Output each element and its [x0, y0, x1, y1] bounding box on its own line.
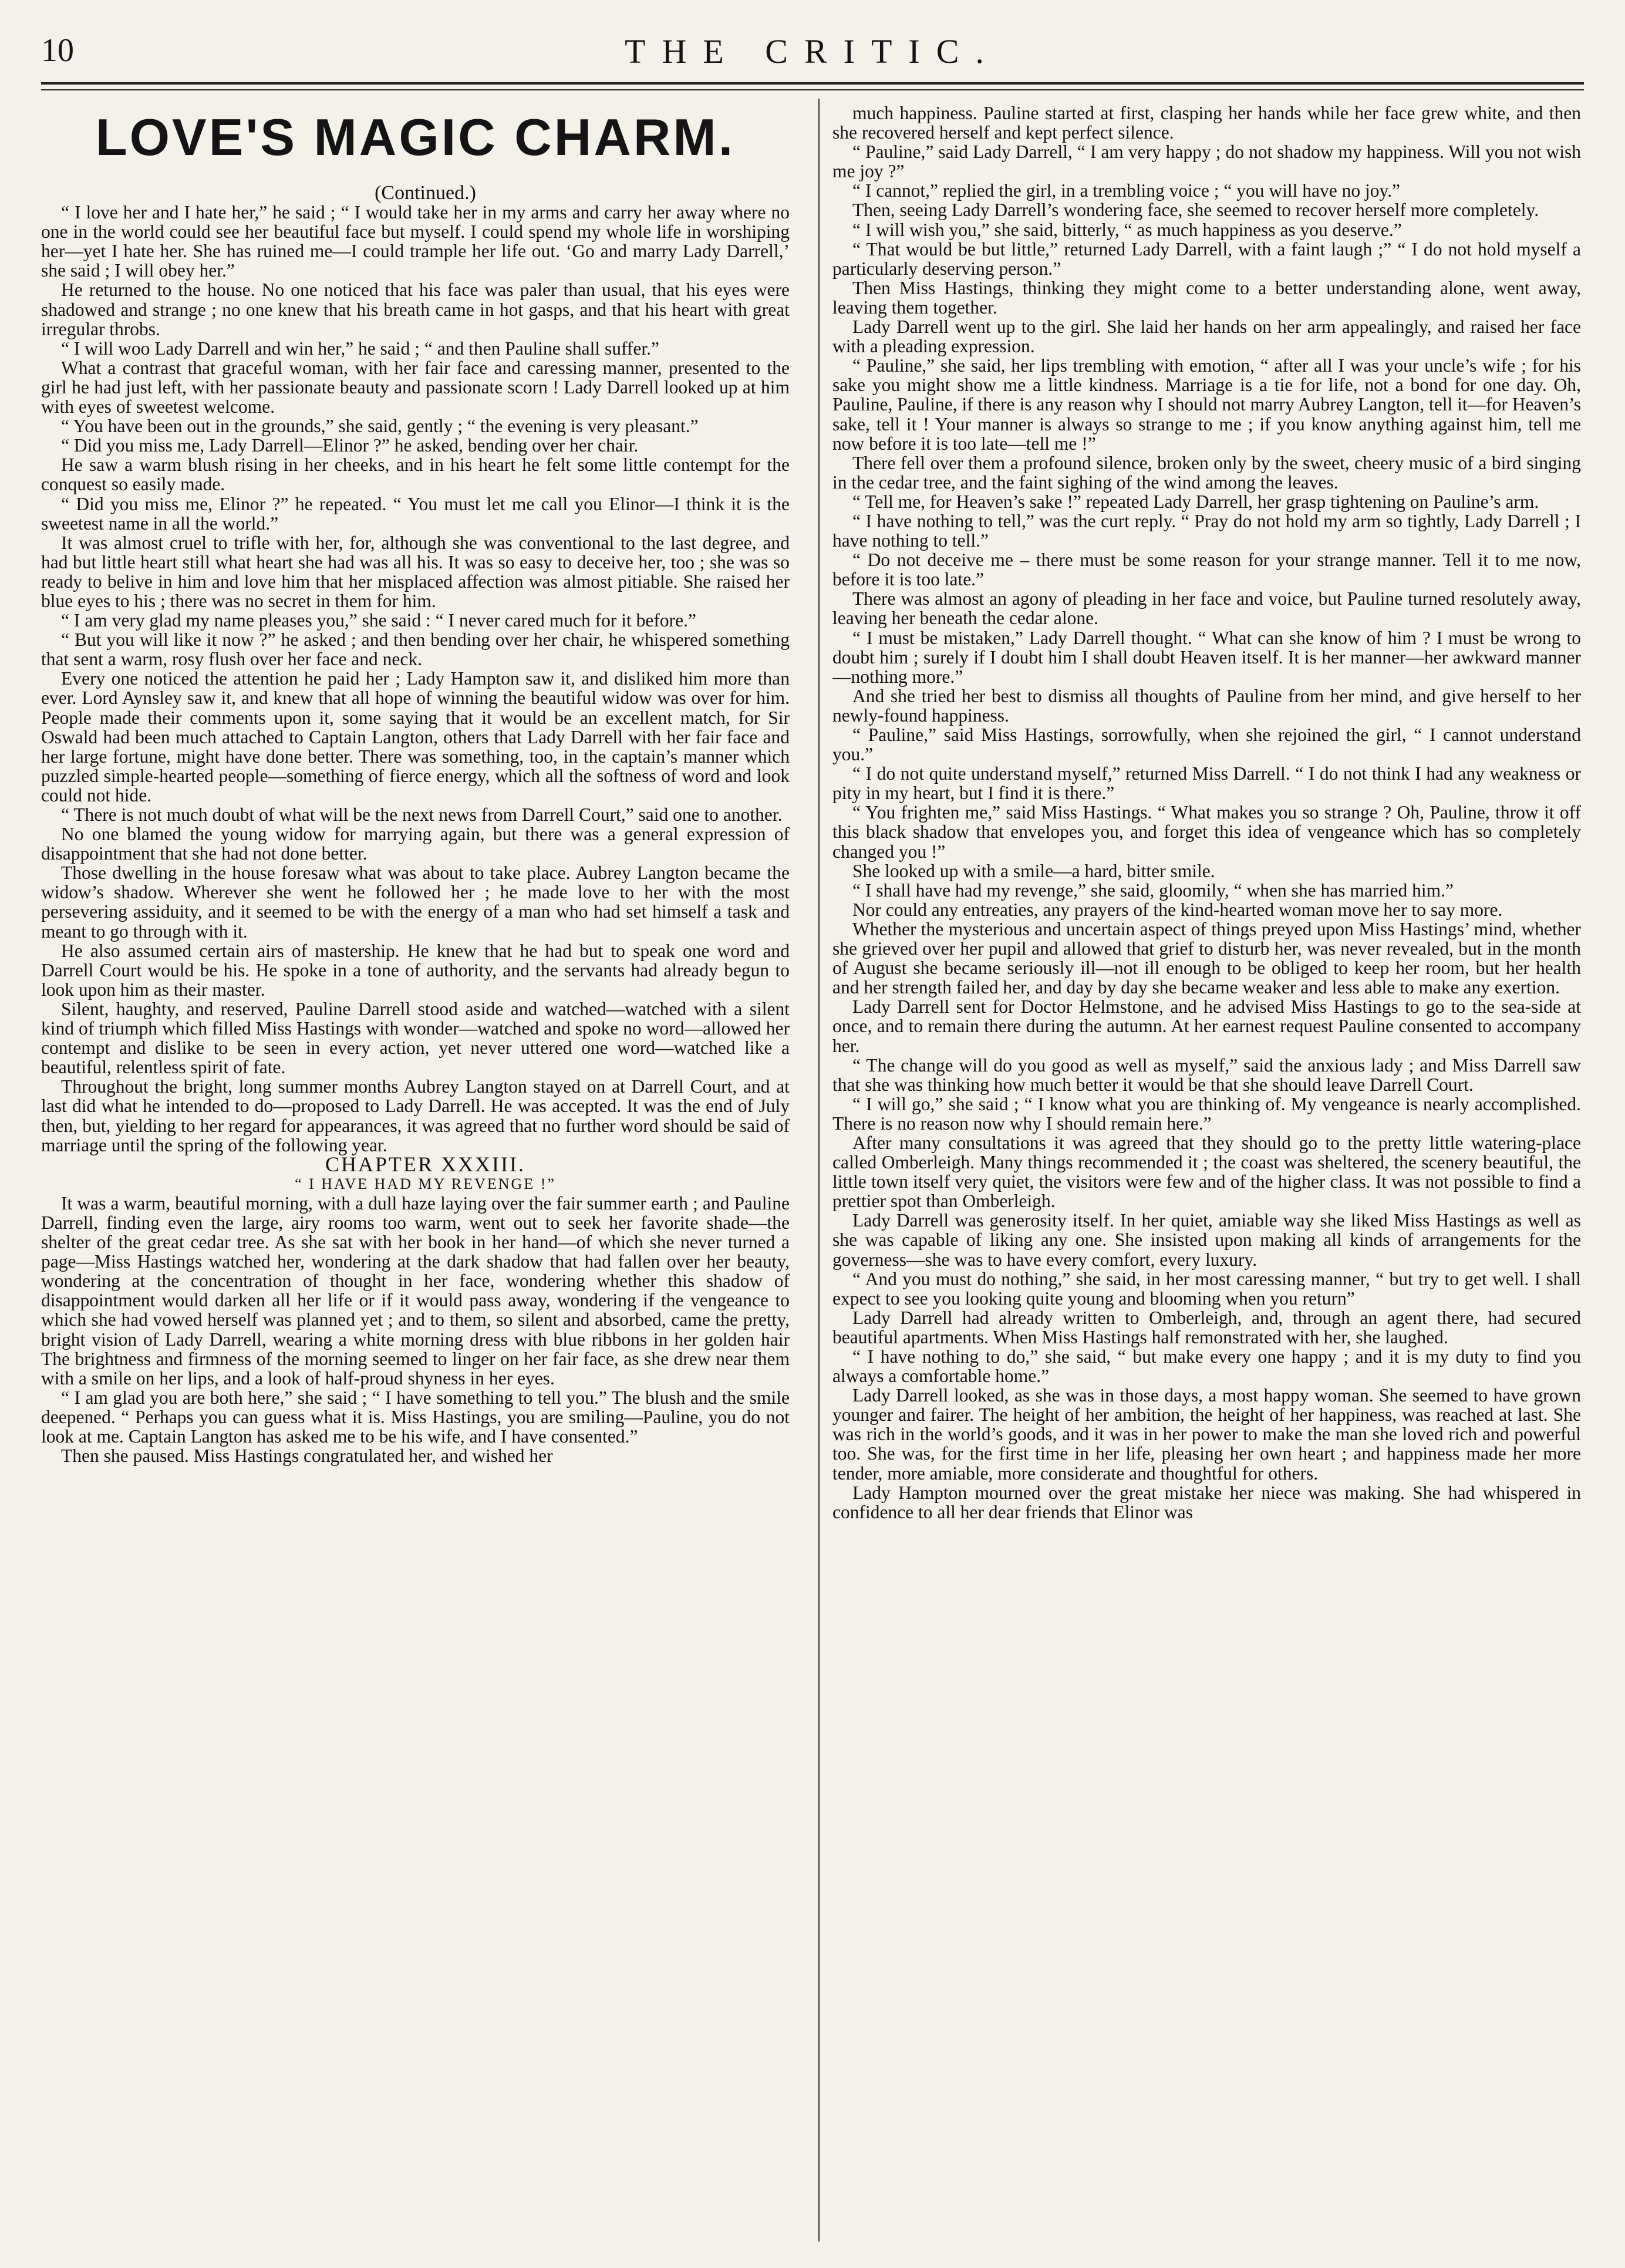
paragraph: And she tried her best to dismiss all thoughts of Pauline from her mind, and give herself to her newly-found happiness.	[832, 685, 1581, 726]
paragraph: “ That would be but little,” returned Lady Darrell, with a faint laugh ;” “ I do not hold myself a particularly deserving person.”	[832, 238, 1581, 279]
paragraph: “ Pauline,” she said, her lips trembling with emotion, “ after all I was your uncle’s wife ; for his sake you might show me a little kindness. Marriage is a tie for life, not a bond for one day. Oh, Pauline, Pauline, if there is any reason why I should not marry Aubrey Langton, tell it—for Heaven’s sake, tell it ! Your manner is always so strange to me ; if you know anything against him, tell me now before it is too late—tell me !”	[832, 355, 1581, 454]
paragraph: “ I have nothing to do,” she said, “ but make every one happy ; and it is my duty to find you always a comfortable home.”	[832, 1346, 1581, 1387]
paragraph: “ Do not deceive me – there must be some reason for your strange manner. Tell it to me now, before it is too late.”	[832, 550, 1581, 590]
paragraph: “ I do not quite understand myself,” returned Miss Darrell. “ I do not think I had any weakness or pity in my heart, but I find it is there.”	[832, 763, 1581, 804]
paragraph: Those dwelling in the house foresaw what was about to take place. Aubrey Langton became the widow’s shadow. Wherever she went he followed her ; he made love to her with the most persevering assiduity, and it seemed to be with the energy of a man who had set himself a task and meant to go through with it.	[41, 862, 790, 942]
header-rule-thin	[41, 89, 1584, 90]
paragraph: “ Tell me, for Heaven’s sake !” repeated Lady Darrell, her grasp tightening on Pauline’s arm.	[852, 491, 1539, 512]
paragraph: “ I must be mistaken,” Lady Darrell thought. “ What can she know of him ? I must be wrong to doubt him ; surely if I doubt him I shall doubt Heaven itself. It is her manner—her awkward manner—nothing more.”	[832, 627, 1581, 687]
story-title: LOVE'S MAGIC CHARM.	[95, 108, 736, 166]
paragraph: “ I have nothing to tell,” was the curt reply. “ Pray do not hold my arm so tightly, Lady Darrell ; I have nothing to tell.”	[832, 510, 1581, 551]
paragraph: There was almost an agony of pleading in her face and voice, but Pauline turned resolutely away, leaving her beneath the cedar alone.	[832, 588, 1581, 629]
paragraph: He also assumed certain airs of mastership. He knew that he had but to speak one word and Darrell Court would be his. He spoke in a tone of authority, and the servants had already begun to look upon him as their master.	[41, 940, 790, 1000]
paragraph: “ I will wish you,” she said, bitterly, “ as much happiness as you deserve.”	[852, 219, 1402, 240]
paragraph: “ I am glad you are both here,” she said ; “ I have something to tell you.” The blush and the smile deepened. “ Perhaps you can guess what it is. Miss Hastings, you are smiling—Pauline, you do not look at me. Captain Langton has asked me to be his wife, and I have consented.”	[41, 1387, 790, 1447]
paragraph: Lady Darrell looked, as she was in those days, a most happy woman. She seemed to have grown younger and fairer. The height of her ambition, the height of her happiness, was reached at last. She was rich in the world’s goods, and it was in her power to make the man she loved rich and powerful too. She was, for the first time in her life, pleasing her own heart ; and happiness made her more tender, more amiable, more considerate and thoughtful for others.	[832, 1385, 1581, 1484]
paragraph: Lady Darrell had already written to Omberleigh, and, through an agent there, had secured beautiful apartments. When Miss Hastings half remonstrated with her, she laughed.	[832, 1307, 1581, 1347]
continued-note: (Continued.)	[375, 182, 476, 204]
paragraph: It was a warm, beautiful morning, with a dull haze laying over the fair summer earth ; and Pauline Darrell, finding even the large, airy rooms too warm, went out to seek her favorite shade—the shelter of the great cedar tree. As she sat with her book in her hand—of which she never turned a page—Miss Hastings watched her, wondering at the dark shadow that had fallen over her beauty, wondering at the concentration of thought in her face, wondering whether this shadow of disappointment would darken all her life or if it would pass away, wondering if the vengeance to which she had vowed herself was planned yet ; and to them, so silent and absorbed, came the pretty, bright vision of Lady Darrell, wearing a white morning dress with blue ribbons in her golden hair The brightness and firmness of the morning seemed to linger on her fair face, as she drew near them with a smile on her lips, and a look of half-proud shyness in her eyes.	[41, 1192, 790, 1389]
paragraph: “ There is not much doubt of what will be the next news from Darrell Court,” said one to another.	[61, 804, 783, 825]
paragraph: “ I cannot,” replied the girl, in a trembling voice ; “ you will have no joy.”	[852, 180, 1401, 201]
chapter-body	[41, 1194, 790, 1465]
paragraph: What a contrast that graceful woman, with her fair face and caressing manner, presented to the girl he had just left, with her passionate beauty and passionate scorn ! Lady Darrell looked up at him with eyes of sweetest welcome.	[41, 357, 790, 417]
paragraph: Lady Darrell sent for Doctor Helmstone, and he advised Miss Hastings to go to the sea-side at once, and to remain there during the autumn. At her earnest request Pauline consented to accompany her.	[832, 996, 1581, 1056]
paragraph: He saw a warm blush rising in her cheeks, and in his heart he felt some little contempt for the conquest so easily made.	[41, 454, 790, 495]
paragraph: Then Miss Hastings, thinking they might come to a better understanding alone, went away, leaving them together.	[832, 277, 1581, 318]
journal-title: THE CRITIC.	[625, 32, 1000, 70]
paragraph: Throughout the bright, long summer months Aubrey Langton stayed on at Darrell Court, and at last did what he intended to do—proposed to Lady Darrell. He was accepted. It was the end of July then, but, yielding to her regard for appearances, it was agreed that no further word should be said of marriage until the spring of the following year.	[41, 1076, 790, 1155]
paragraph: It was almost cruel to trifle with her, for, although she was conventional to the last degree, and had but little heart still what heart she had was all his. It was so easy to deceive her, too ; she was so ready to belive in him and love him that her misplaced affection was almost pitiable. She raised her blue eyes to his ; there was no secret in them for him.	[41, 532, 790, 611]
paragraph: After many consultations it was agreed that they should go to the pretty little watering-place called Omberleigh. Many things recommended it ; the coast was sheltered, the scenery beautiful, the little town itself very quiet, the visitors were few and of the higher class. It was not possible to find a prettier spot than Omberleigh.	[832, 1132, 1581, 1212]
right-column	[832, 103, 1581, 2240]
paragraph: No one blamed the young widow for marrying again, but there was a general expression of disappointment that she had not done better.	[41, 824, 790, 864]
paragraph: “ Did you miss me, Elinor ?” he repeated. “ You must let me call you Elinor—I think it is the sweetest name in all the world.”	[41, 493, 790, 534]
paragraph: Silent, haughty, and reserved, Pauline Darrell stood aside and watched—watched with a silent kind of triumph which filled Miss Hastings with wonder—watched and spoke no word—allowed her contempt and dislike to be seen in every action, yet never uttered one word—watched like a beautiful, relentless spirit of fate.	[41, 998, 790, 1078]
paragraph: Lady Darrell went up to the girl. She laid her hands on her arm appealingly, and raised her face with a pleading expression.	[832, 316, 1581, 357]
paragraph: “ You frighten me,” said Miss Hastings. “ What makes you so strange ? Oh, Pauline, throw it off this black shadow that envelopes you, and forget this idea of vengeance which has so completely changed you !”	[832, 802, 1581, 862]
right-column-body	[832, 103, 1581, 1522]
paragraph: There fell over them a profound silence, broken only by the sweet, cheery music of a bird singing in the cedar tree, and the faint sighing of the wind among the leaves.	[832, 452, 1581, 493]
header-rule-thick	[41, 82, 1584, 85]
paragraph: “ I will woo Lady Darrell and win her,” he said ; “ and then Pauline shall suffer.”	[61, 338, 659, 359]
paragraph: Every one noticed the attention he paid her ; Lady Hampton saw it, and disliked him more than ever. Lord Aynsley saw it, and knew that all hope of winning the beautiful widow was over for him. People made their comments upon it, some saying that it would be an excellent match, for Sir Oswald had been much attached to Captain Langton, others that Lady Darrell with her fair face and her large fortune, might have done better. There was something, too, in the captain’s manner which puzzled simple-hearted people—something of fierce energy, which all the softness of word and look could not hide.	[41, 668, 790, 806]
paragraph: much happiness. Pauline started at first, clasping her hands while her face grew white, and then she recovered herself and kept perfect silence.	[832, 103, 1581, 143]
paragraph: Nor could any entreaties, any prayers of the kind-hearted woman move her to say more.	[852, 899, 1503, 920]
paragraph: “ Pauline,” said Lady Darrell, “ I am very happy ; do not shadow my happiness. Will you not wish me joy ?”	[832, 141, 1581, 182]
paragraph: “ I will go,” she said ; “ I know what you are thinking of. My vengeance is nearly accomplished. There is no reason now why I should remain here.”	[832, 1093, 1581, 1134]
page-number: 10	[41, 32, 74, 69]
paragraph: “ And you must do nothing,” she said, in her most caressing manner, “ but try to get well. I shall expect to see you looking quite young and blooming when you return”	[832, 1268, 1581, 1309]
paragraph: “ Did you miss me, Lady Darrell—Elinor ?” he asked, bending over her chair.	[61, 435, 639, 456]
paragraph: She looked up with a smile—a hard, bitter smile.	[852, 860, 1215, 881]
left-column	[41, 103, 790, 2240]
paragraph: Whether the mysterious and uncertain aspect of things preyed upon Miss Hastings’ mind, whether she grieved over her pupil and allowed that grief to disturb her, was never revealed, but in the month of August she became seriously ill—not ill enough to be obliged to keep her room, but her health and her strength failed her, and day by day she became weaker and less able to make any exertion.	[832, 918, 1581, 998]
paragraph: “ The change will do you good as well as myself,” said the anxious lady ; and Miss Darrell saw that she was thinking how much better it would be that she should leave Darrell Court.	[832, 1054, 1581, 1095]
running-head	[41, 26, 1584, 79]
paragraph: “ Pauline,” said Miss Hastings, sorrowfully, when she rejoined the girl, “ I cannot understand you.”	[832, 724, 1581, 765]
paragraph: Lady Hampton mourned over the great mistake her niece was making. She had whispered in confidence to all her dear friends that Elinor was	[832, 1482, 1581, 1522]
paragraph: Lady Darrell was generosity itself. In her quiet, amiable way she liked Miss Hastings as well as she was capable of liking any one. She insisted upon making all kinds of arrangements for the governess—she was to have every comfort, every luxury.	[832, 1210, 1581, 1270]
paragraph: He returned to the house. No one noticed that his face was paler than usual, that his eyes were shadowed and strange ; no one knew that his breath came in hot gasps, and that his heart with great irregular throbs.	[41, 279, 790, 339]
paragraph: Then, seeing Lady Darrell’s wondering face, she seemed to recover herself more completely.	[852, 200, 1539, 221]
paragraph: “ But you will like it now ?” he asked ; and then bending over her chair, he whispered something that sent a warm, rosy flush over her face and neck.	[41, 629, 790, 670]
chapter-title: CHAPTER XXXIII.	[325, 1152, 525, 1176]
paragraph: “ I love her and I hate her,” he said ; “ I would take her in my arms and carry her away where no one in the world could see her beautiful face but myself. I could spend my whole life in worshiping her—yet I hate her. She has ruined me—I could trample her life out. ‘Go and marry Lady Darrell,’ she said ; I will obey her.”	[41, 202, 790, 281]
left-column-body	[41, 203, 790, 1155]
paragraph: “ I shall have had my revenge,” she said, gloomily, “ when she has married him.”	[852, 879, 1454, 901]
column-divider	[818, 99, 820, 2242]
paragraph: Then she paused. Miss Hastings congratulated her, and wished her	[61, 1445, 553, 1467]
paragraph: “ I am very glad my name pleases you,” she said : “ I never cared much for it before.”	[61, 610, 696, 631]
chapter-subtitle: “ I HAVE HAD MY REVENGE !”	[295, 1175, 556, 1192]
paragraph: “ You have been out in the grounds,” she said, gently ; “ the evening is very pleasant.”	[61, 416, 699, 437]
